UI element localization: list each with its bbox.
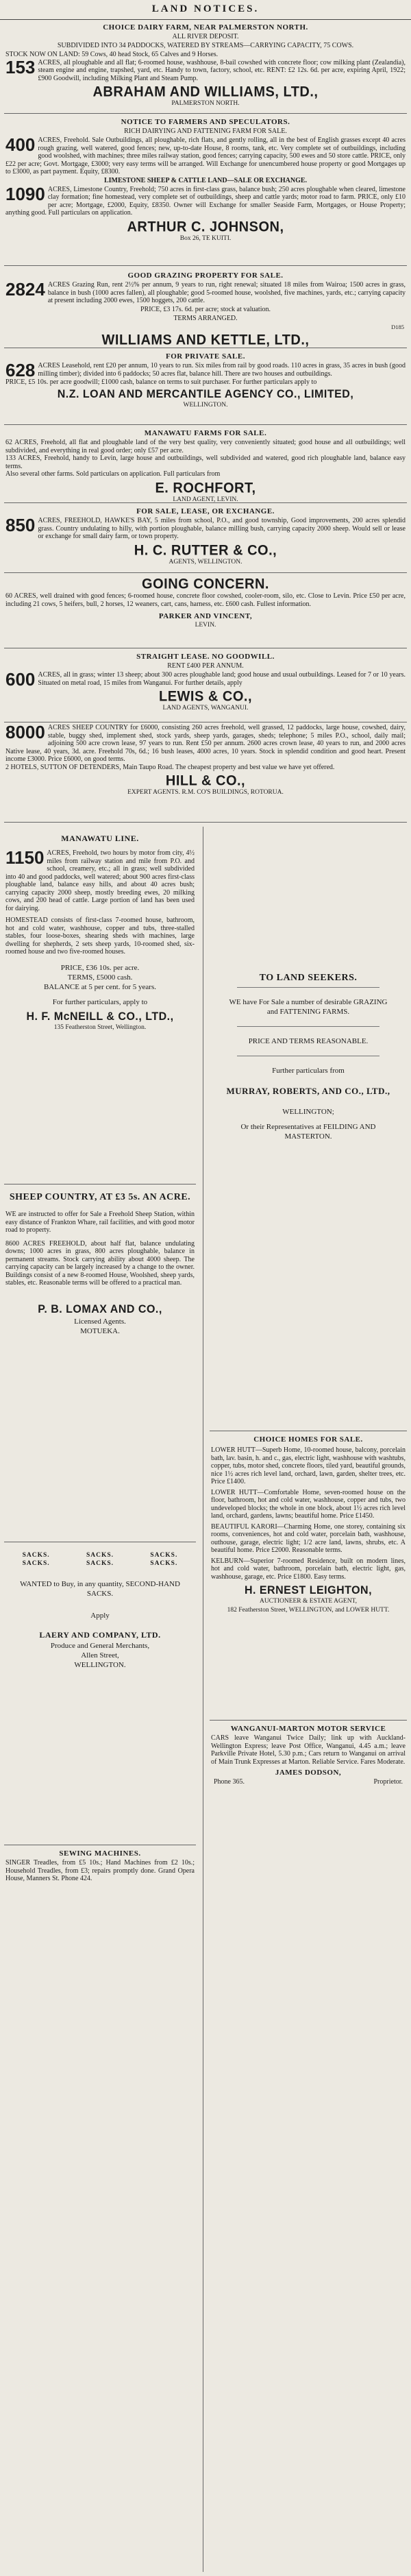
acreage-figure: 628 — [5, 360, 36, 380]
advertiser-name: LEWIS & CO., — [159, 688, 252, 705]
ad-parker-vincent — [4, 574, 407, 648]
advertiser-name: MURRAY, ROBERTS, AND CO., LTD., — [226, 1086, 390, 1096]
ad-body — [4, 362, 407, 378]
advertiser-address — [4, 348, 407, 349]
advertiser-city: WELLINGTON. — [74, 1661, 126, 1669]
ad-heading: MANAWATU FARMS FOR SALE. — [144, 429, 267, 437]
advertiser-address: Allen Street, — [81, 1651, 119, 1660]
ad-sacks — [4, 1544, 196, 1845]
acreage-figure: 2824 — [5, 279, 45, 300]
ad-particulars: For further particulars, apply to — [52, 997, 148, 1006]
sacks-row — [4, 1560, 196, 1567]
ad-body-text: HOMESTEAD consists of first-class 7-roomed house, bathroom, hot and cold water, washhouse, copper and tubs, three-stalled stables, four loose-boxes, shearing sheds with machines, large dwelling for shepherds, 2 sets sheep yards, 10-roomed shed, six-roomed house and two five-roomed houses. — [5, 916, 195, 956]
sacks-row — [4, 1552, 196, 1559]
ad-price: PRICE, £36 10s. per acre. — [60, 963, 140, 972]
acreage-figure: 600 — [5, 669, 36, 690]
advertiser-address: EXPERT AGENTS. R.M. CO'S BUILDINGS, ROTORUA. — [127, 789, 284, 796]
ad-williams-kettle — [4, 269, 407, 348]
ad-body-text: ACRES, FREEHOLD, HAWKE'S BAY, 5 miles from school, P.O., and good township, Good improvements, 200 acres splendid grass. Country undulating to hilly, with portion ploughable, balance milling bush, carrying capacity 2000 sheep. Would sell or lease or exchange for small dairy farm, or town property. — [38, 517, 406, 540]
advertiser-address: AGENTS, WELLINGTON. — [169, 558, 242, 566]
ad-price: PRICE, £5 10s. per acre goodwill; £1000 cash, balance on terms to suit purchaser. For further particulars apply to — [5, 378, 317, 386]
advertiser-address: PALMERSTON NORTH. — [171, 100, 240, 107]
ad-terms: TERMS, £5000 cash. — [67, 973, 133, 982]
ad-subheading: RENT £400 PER ANNUM. — [167, 662, 244, 670]
ad-body-text: WANTED to Buy, in any quantity, SECOND-HAND SACKS. — [20, 1580, 180, 1598]
advertiser-address: LEVIN. — [195, 622, 216, 629]
advertiser-detail: Licensed Agents. — [74, 1317, 126, 1326]
ad-apply: Apply — [90, 1612, 110, 1620]
ad-body-text: ACRES, Freehold. Sale Outbuildings, all ploughable, rich flats, and gently rolling, all in the best of English grasses except 40 acres rough grazing, well watered, good fences; new, up-to-date House, 8 rooms, tank, etc. Very complete set of outbuildings, including good woolshed, with machines; three miles railway station, good fences; carrying capacity, 500 ewes and 50 store cattle. PRICE, only £22 per acre; Govt. Mortgage, £3000; very easy terms will be arranged. Will Exchange for unencumbered house property or good Mortgages up to £3000, as part payment. Equity, £8300. — [5, 136, 406, 175]
ad-heading: CHOICE HOMES FOR SALE. — [253, 1435, 363, 1444]
ad-sewing-machines — [4, 1847, 196, 1891]
ad-body-text: ACRES, Limestone Country, Freehold; 750 acres in first-class grass, balance bush; 250 acres ploughable when cleared, limestone clay formation; fine homestead, very complete set of outbuildings, sheep and cattle yards; motor road to farm. PRICE, only £10 per acre; Mortgage, £2000, Equity, £8350. Owner will Exchange for smaller Seaside Farm, Mortgages, or House Property; anything good. Full particulars on application. — [5, 185, 406, 217]
ad-body — [4, 56, 407, 83]
ad-reference: D185 — [391, 323, 404, 330]
advertiser-name: JAMES DODSON, — [275, 1769, 342, 1777]
advertiser-name: LAERY AND COMPANY, LTD. — [39, 1630, 161, 1640]
ad-heading: MANAWATU LINE. — [61, 834, 139, 843]
ad-heading: FOR PRIVATE SALE. — [166, 352, 245, 361]
sacks-label: SACKS. — [86, 1560, 114, 1567]
ad-lewis — [4, 650, 407, 722]
ad-heading: GOOD GRAZING PROPERTY FOR SALE. — [127, 271, 284, 280]
ad-footer — [210, 1778, 407, 1786]
ad-motor-service — [210, 1722, 407, 1825]
ad-heading: GOING CONCERN. — [142, 576, 269, 592]
sacks-label: SACKS. — [22, 1552, 50, 1559]
advertiser-address: 135 Featherston Street, Wellington. — [53, 1023, 147, 1031]
ad-stock: STOCK NOW ON LAND: 59 Cows, 40 head Stock, 65 Calves and 9 Horses. — [5, 51, 219, 58]
sacks-label: SACKS. — [86, 1552, 114, 1559]
ad-body-text: ACRES Leasehold, rent £20 per annum, 10 years to run. Six miles from rail by good roads. 110 acres in grass, 35 acres in bush (good milling timber); divided into 6 paddocks; 50 acres flat, balance hill. There are two houses and outbuildings. — [38, 362, 406, 378]
advertiser-name: WILLIAMS AND KETTLE, LTD., — [101, 331, 310, 348]
advertiser-name: N.Z. LOAN AND MERCANTILE AGENCY CO., LIMITED, — [57, 388, 354, 400]
sacks-label: SACKS. — [150, 1552, 178, 1559]
ad-particulars: Further particulars from — [272, 1067, 345, 1075]
ad-body-text: 2 HOTELS, SUTTON OF DETENDERS, Main Taupo Road. The cheapest property and best value we have yet offered. — [5, 763, 335, 771]
ad-body-text: CARS leave Wanganui Twice Daily; link up with Auckland-Wellington Express; leave Post Office, Wanganui, 4.45 a.m.; leave Parkville Private Hotel, 5.30 p.m.; Cars return to Wanganui on arrival of Main Trunk Expresses at Marton. Reliable Service. Fares Moderate. — [211, 1734, 406, 1766]
advertiser-name: ARTHUR C. JOHNSON, — [127, 218, 284, 235]
sacks-label: SACKS. — [150, 1560, 178, 1567]
ad-heading: SHEEP COUNTRY, AT £3 5s. AN ACRE. — [9, 1192, 191, 1202]
advertiser-name: H. C. RUTTER & CO., — [134, 542, 277, 559]
acreage-figure: 400 — [5, 134, 36, 155]
ad-body-text: ACRES, Freehold, two hours by motor from city, 4½ miles from railway station and mile from P.O. and school, creamery, etc.; all in grass; well subdivided into 40 and good paddocks, well watered; about 900 acres first-class ploughable land, balance easy hills, and about 40 acres bush; carrying capacity 2000 sheep, mostly breeding ewes, 20 milking cows, and 200 head of cattle. Large portion of land has been used for dairying. — [5, 849, 195, 912]
acreage-figure: 8000 — [5, 724, 45, 742]
ad-body-text: Also several other farms. Sold particulars on application. Full particulars from — [5, 470, 221, 478]
ad-heading: NOTICE TO FARMERS AND SPECULATORS. — [121, 118, 290, 126]
ad-price: PRICE, £3 17s. 6d. per acre; stock at valuation. — [140, 305, 271, 313]
ad-rochfort — [4, 426, 407, 503]
advertiser-address: WELLINGTON; — [282, 1108, 334, 1116]
advertiser-address: Box 26, TE KUITI. — [179, 234, 232, 242]
acreage-figure: 850 — [5, 515, 36, 535]
ad-listing: LOWER HUTT—Comfortable Home, seven-roomed house on the floor, bathroom, hot and cold water, washhouse, copper and tubs, two undeveloped blocks; the whole in one block, about 1½ acres rich level land, orchard, gardens, lawns; beautiful home. Price £1450. — [211, 1488, 406, 1520]
acreage-figure: 153 — [5, 56, 36, 77]
advertiser-address: MOTUEKA. — [80, 1326, 120, 1335]
ad-rutter — [4, 505, 407, 573]
ad-representatives: Or their Representatives at FEILDING AND MASTERTON. — [240, 1123, 376, 1141]
advertiser-name: H. ERNEST LEIGHTON, — [244, 1584, 373, 1597]
ad-body — [4, 669, 407, 690]
ad-body-text: ACRES Grazing Run, rent 2½% per annum, 9 years to run, right renewal; situated 18 miles from Wairoa; 1500 acres in grass, balance in bush (1000 acres fallen), all ploughable; good 5-roomed house, woolshed, five machines, yards, etc.; carrying capacity at present including 2000 ewes, 1500 hoggets, 200 cattle. — [47, 281, 406, 304]
ad-body-text: 8600 ACRES FREEHOLD, about half flat, balance undulating downs; 1000 acres in grass, 800 acres ploughable, balance in permanent streams. Stock carrying ability about 4000 sheep. The carrying capacity can be largely increased by a change to the owner. Buildings consist of a new 8-roomed House, Woolshed, sheep yards, stables, etc. Reasonable terms will be offered to a practical man. — [5, 1239, 195, 1287]
ad-heading: FOR SALE, LEASE, OR EXCHANGE. — [136, 507, 275, 515]
ad-heading: STRAIGHT LEASE. NO GOODWILL. — [136, 653, 275, 661]
advertiser-name: H. F. McNEILL & CO., LTD., — [26, 1010, 174, 1023]
ad-listing: KELBURN—Superior 7-roomed Residence, built on modern lines, hot and cold water, bathroom, porcelain bath, electric light, gas, washhouse, garage, etc. Price £1800. Easy terms. — [211, 1557, 406, 1581]
ad-body — [4, 281, 407, 305]
ad-body — [4, 849, 196, 912]
advertiser-detail: AUCTIONEER & ESTATE AGENT, — [259, 1598, 358, 1605]
acreage-figure: 1090 — [5, 183, 45, 204]
advertiser-detail: Produce and General Merchants, — [50, 1642, 150, 1650]
ad-land-seekers — [210, 828, 407, 1431]
ad-lomax — [4, 1186, 196, 1542]
ad-subheading: RICH DAIRYING AND FATTENING FARM FOR SALE. — [124, 127, 287, 135]
acreage-figure: 1150 — [5, 847, 45, 868]
divider — [237, 987, 379, 988]
ad-terms: TERMS ARRANGED. — [173, 314, 238, 322]
advertiser-address: LAND AGENT, LEVIN. — [173, 496, 238, 503]
ad-body-text: 133 ACRES, Freehold, handy to Levin, large house and outbuildings, well subdivided and watered, good rich ploughable land, balance easy terms. — [5, 454, 406, 470]
ad-johnson — [4, 115, 407, 266]
ad-body-text: ACRES, all ploughable and all flat; 6-roomed house, washhouse, 8-bail cowshed with concrete floor; cow milking plant (Zealandia), steam engine and engine, trapshed, yard, etc. Handy to town, factory, school, etc. RENT: £2 12s. 6d. per acre, expiring April, 1922; £900 Goodwill, including Milking Plant and Steam Pump. — [38, 58, 406, 82]
advertiser-address: WELLINGTON. — [183, 401, 228, 409]
ad-nz-loan — [4, 350, 407, 425]
ad-subheading: SUBDIVIDED INTO 34 PADDOCKS, WATERED BY STREAMS—CARRYING CAPACITY, 75 COWS. — [57, 42, 354, 49]
ad-hill — [4, 724, 407, 823]
ad-body-text: ACRES, all in grass; winter 13 sheep; about 300 acres ploughable land; good house and usual outbuildings. Leased for 7 or 10 years. Situated on metal road, 15 miles from Wanganui. For further details, apply — [38, 671, 406, 687]
ad-heading: WANGANUI-MARTON MOTOR SERVICE — [230, 1725, 386, 1733]
ad-body-text: WE are instructed to offer for Sale a Freehold Sheep Station, within easy distance of Frankton Whare, rail facilities, and with good motor road to property. — [5, 1211, 195, 1234]
advertiser-name: HILL & CO., — [165, 773, 246, 789]
advertiser-address: LAND AGENTS, WANGANUI. — [162, 705, 249, 712]
ad-listing: BEAUTIFUL KARORI—Charming Home, one storey, containing six rooms, conveniences, hot and cold water, porcelain bath, washhouse, outhouse, garage, electric light; 1/2 acre land, lawns, shrubs, etc. A beautiful home. Price £2000. Reasonable terms. — [211, 1522, 406, 1554]
ad-leighton-homes — [210, 1433, 407, 1721]
ad-body — [4, 724, 407, 764]
ad-body-text: 60 ACRES, well drained with good fences; 6-roomed house, concrete floor cowshed, cooler-room, silo, etc. Close to Levin. Price £50 per acre, including 21 cows, 5 heifers, bull, 2 horses, 12 weaners, cart, cans, harness, etc. £600 cash. Fullest information. — [5, 592, 406, 608]
blank-space — [210, 828, 407, 972]
ad-dairy-farm — [4, 21, 407, 114]
ad-body — [4, 183, 407, 217]
sacks-label: SACKS. — [22, 1560, 50, 1567]
advertiser-address: 182 Featherston Street, WELLINGTON, and LOWER HUTT. — [227, 1607, 390, 1614]
ad-subheading: LIMESTONE SHEEP & CATTLE LAND—SALE OR EXCHANGE. — [103, 176, 308, 184]
ad-body-text: SINGER Treadles, from £5 10s.; Hand Machines from £2 10s.; Household Treadles, from £3; repairs promptly done. Grand Opera House, Manners St. Phone 424. — [5, 1859, 195, 1882]
ad-body-text: WE have For Sale a number of desirable GRAZING and FATTENING FARMS. — [229, 998, 388, 1016]
ad-heading: SEWING MACHINES. — [59, 1849, 141, 1858]
ad-subheading: ALL RIVER DEPOSIT. — [172, 33, 239, 40]
ad-body — [4, 136, 407, 176]
ad-body-text: 62 ACRES, Freehold, all flat and ploughable land of the very best quality, very conveniently situated; good house and all outbuildings; well subdivided, and everything in real good order; only £57 per acre. — [5, 439, 406, 454]
divider — [237, 1026, 379, 1027]
advertiser-name: PARKER AND VINCENT, — [158, 612, 253, 620]
advertiser-name: P. B. LOMAX AND CO., — [38, 1303, 162, 1315]
ad-listing: LOWER HUTT—Superb Home, 10-roomed house, balcony, porcelain bath, lav. basin, h. and c., gas, electric light, washhouse with washtubs, copper, tubs, motor shed, concrete floors, tiled yard, beautiful grounds, nice 1½ acres rich level land, orchard, lawn, garden, shelter trees, etc. Price £1400. — [211, 1446, 406, 1485]
advertiser-name: ABRAHAM AND WILLIAMS, LTD., — [92, 84, 319, 100]
ad-heading: TO LAND SEEKERS. — [259, 973, 358, 983]
ad-price: PRICE AND TERMS REASONABLE. — [248, 1037, 369, 1045]
proprietor-label: Proprietor. — [373, 1778, 403, 1786]
advertiser-name: E. ROCHFORT, — [155, 479, 256, 496]
phone-number: Phone 365. — [214, 1778, 245, 1786]
ad-body-text: ACRES SHEEP COUNTRY for £6000, consisting 260 acres freehold, well grassed, 12 paddocks, large house, cowshed, dairy, stable, buggy shed, implement shed, stock yards, sheep yards, garages, sheds; telephone; 5 miles P.O., school, daily mail; adjoining 500 acre crown lease, 97 years to run. Rent £50 per annum. 2600 acres crown lease, 40 years to run, and 2000 acres Native lease, 40 years, 3d. acre. Freehold 70s, 6d.; 16 bush leases, 4000 acres, 10 years. Stock in splendid condition and good heart. Present income £3000. Price £6000, on good terms. — [5, 724, 406, 763]
masthead: LAND NOTICES. — [0, 0, 411, 20]
ad-heading: CHOICE DAIRY FARM, NEAR PALMERSTON NORTH. — [103, 23, 308, 32]
ad-balance: BALANCE at 5 per cent. for 5 years. — [43, 982, 157, 991]
ad-mcneill — [4, 828, 196, 1184]
ad-body — [4, 517, 407, 541]
